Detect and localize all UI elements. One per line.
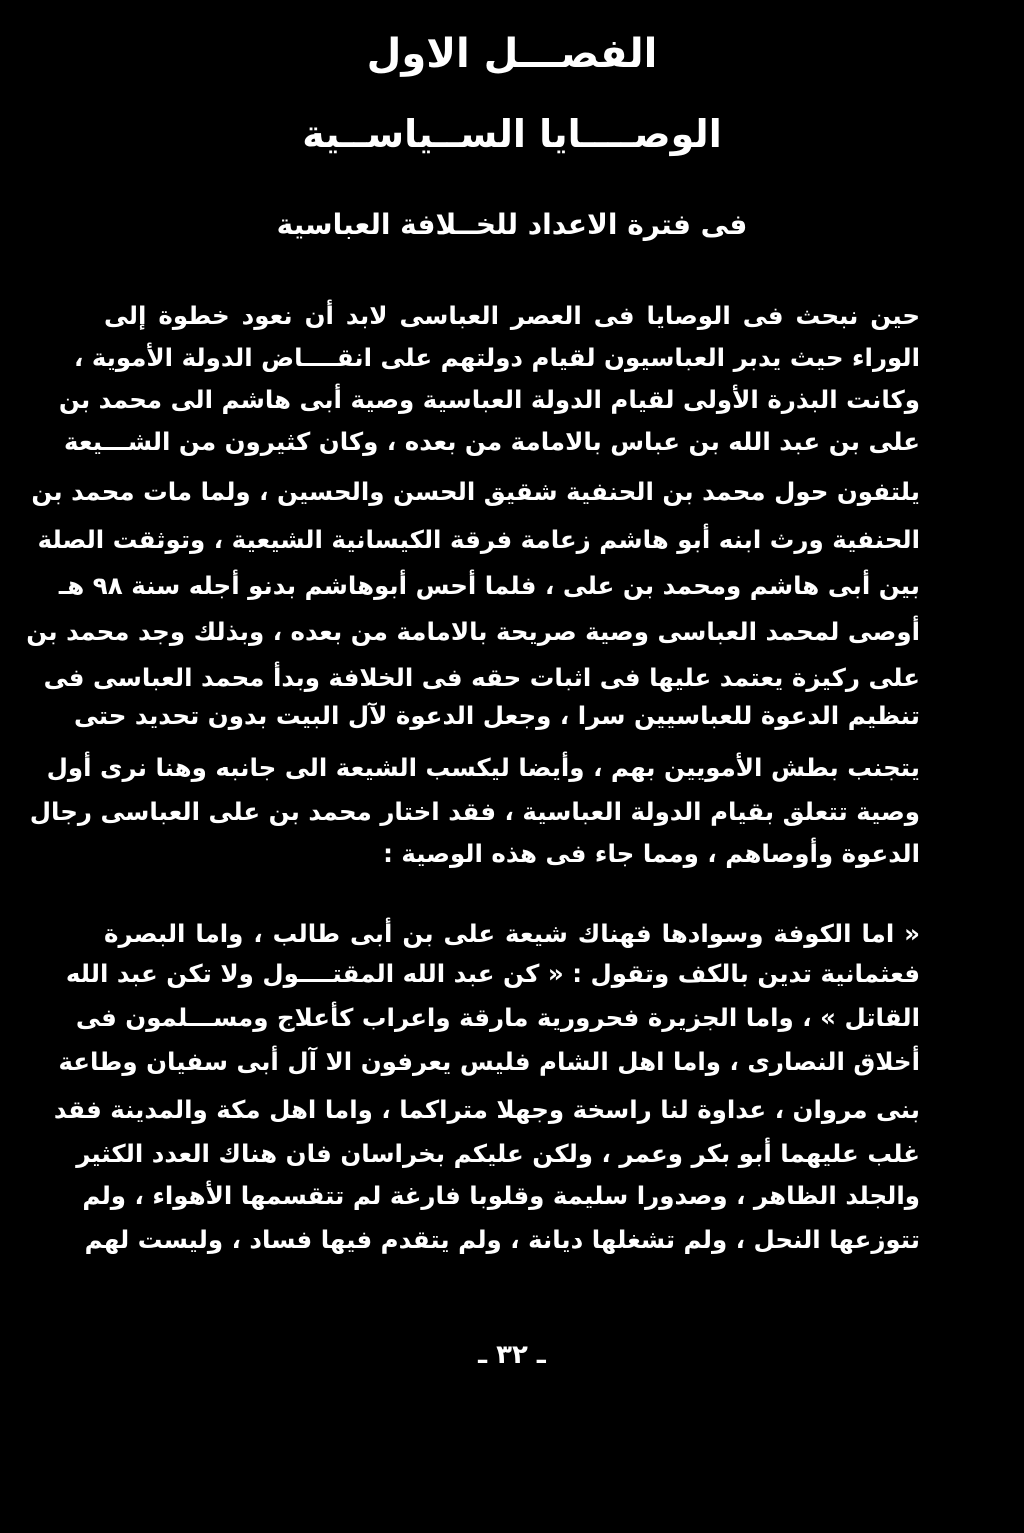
chapter-title: الفصـــل الاول: [366, 31, 658, 77]
text-line: غلب عليهما أبو بكر وعمر ، ولكن عليكم بخراسان فان هناك العدد الكثير: [76, 1139, 920, 1168]
text-line: وصية تتعلق بقيام الدولة العباسية ، فقد اختار محمد بن على العباسى رجال: [29, 797, 920, 826]
text-line: يتجنب بطش الأمويين بهم ، وأيضا ليكسب الشيعة الى جانبه وهنا نرى أول: [46, 753, 920, 782]
text-line: الوراء حيث يدبر العباسيون لقيام دولتهم على انقــــاض الدولة الأموية ،: [73, 343, 920, 372]
text-line: على بن عبد الله بن عباس بالامامة من بعده ، وكان كثيرون من الشـــيعة: [64, 427, 920, 456]
text-line: حين نبحث فى الوصايا فى العصر العباسى لابد أن نعود خطوة إلى: [104, 301, 920, 330]
text-line: بنى مروان ، عداوة لنا راسخة وجهلا متراكما ، واما اهل مكة والمدينة فقد: [53, 1095, 920, 1124]
section-title: الوصــــايا الســياســية: [302, 112, 722, 156]
text-line: فعثمانية تدين بالكف وتقول : « كن عبد الله المقتــــول ولا تكن عبد الله: [65, 959, 920, 988]
text-line: القاتل » ، واما الجزيرة فحرورية مارقة واعراب كأعلاج ومســـلمون فى: [75, 1003, 920, 1032]
text-line: أخلاق النصارى ، واما اهل الشام فليس يعرفون الا آل أبى سفيان وطاعة: [58, 1047, 920, 1076]
sub-title: فى فترة الاعداد للخــلافة العباسية: [276, 208, 748, 241]
text-line: « اما الكوفة وسوادها فهناك شيعة على بن أبى طالب ، واما البصرة: [104, 919, 920, 948]
text-line: والجلد الظاهر ، وصدورا سليمة وقلوبا فارغة لم تتقسمها الأهواء ، ولم: [82, 1181, 920, 1210]
text-line: تنظيم الدعوة للعباسيين سرا ، وجعل الدعوة لآل البيت بدون تحديد حتى: [73, 701, 920, 730]
text-line: تتوزعها النحل ، ولم تشغلها ديانة ، ولم يتقدم فيها فساد ، وليست لهم: [84, 1225, 920, 1254]
text-line: على ركيزة يعتمد عليها فى اثبات حقه فى الخلافة وبدأ محمد العباسى فى: [43, 663, 920, 692]
text-line: الحنفية ورث ابنه أبو هاشم زعامة فرقة الكيسانية الشيعية ، وتوثقت الصلة: [37, 525, 920, 554]
text-line: أوصى لمحمد العباسى وصية صريحة بالامامة من بعده ، وبذلك وجد محمد بن: [26, 617, 920, 646]
text-line: يلتفون حول محمد بن الحنفية شقيق الحسن والحسين ، ولما مات محمد بن: [31, 477, 920, 506]
text-line: الدعوة وأوصاهم ، ومما جاء فى هذه الوصية :: [383, 839, 920, 868]
text-line: وكانت البذرة الأولى لقيام الدولة العباسية وصية أبى هاشم الى محمد بن: [58, 385, 920, 414]
text-line: بين أبى هاشم ومحمد بن على ، فلما أحس أبوهاشم بدنو أجله سنة ٩٨ هـ: [58, 571, 920, 600]
page-number: ـ ٣٢ ـ: [478, 1340, 546, 1370]
